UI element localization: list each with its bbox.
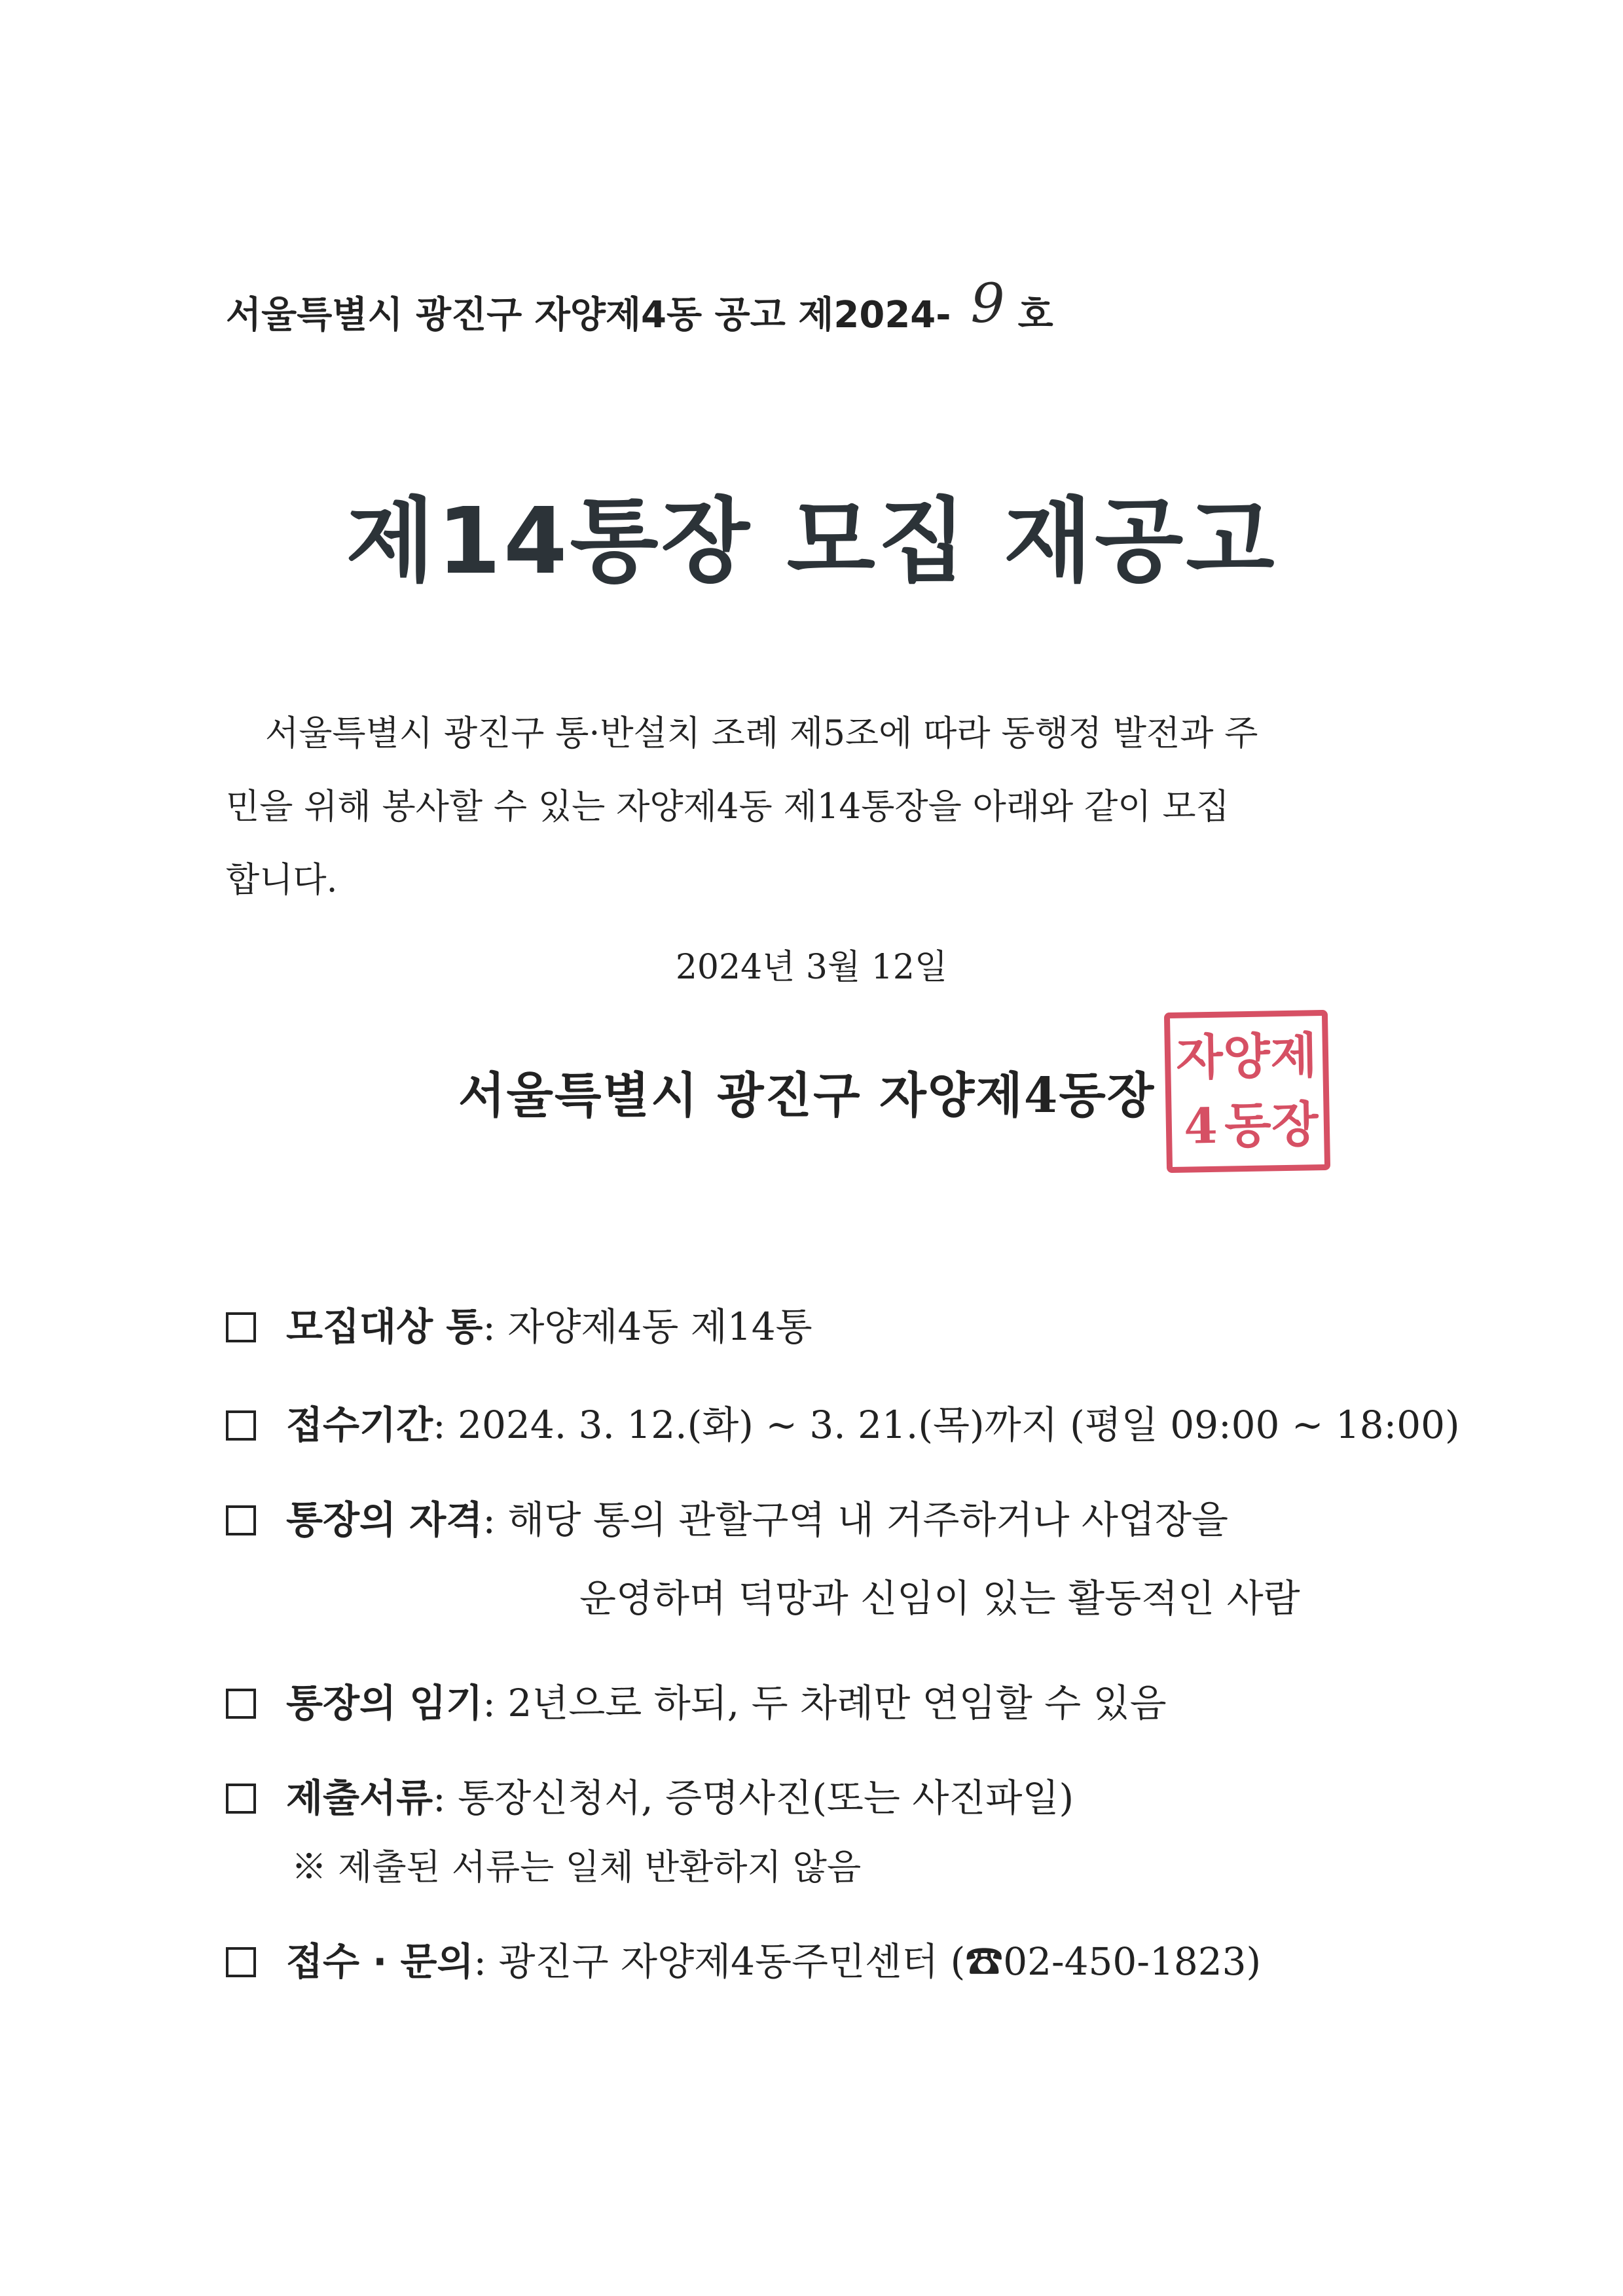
item-label: 통장의 자격 bbox=[286, 1498, 483, 1542]
issuer-name: 서울특별시 광진구 자양제4동장 bbox=[458, 1067, 1156, 1124]
checkbox-square bbox=[226, 1689, 256, 1719]
item-documents: 제출서류: 통장신청서, 증명사진(또는 사진파일) bbox=[226, 1767, 1074, 1822]
notice-number bbox=[226, 273, 1053, 340]
checkbox-square bbox=[226, 1784, 256, 1814]
document-title: 제14통장 모집 재공고 bbox=[346, 488, 1277, 595]
issue-date: 2024년 3월 12일 bbox=[675, 948, 948, 987]
checkbox-square bbox=[226, 1947, 256, 1977]
item-label: 통장의 임기 bbox=[286, 1681, 483, 1725]
body-line-1: 서울특별시 광진구 통·반설치 조례 제5조에 따라 동행정 발전과 주 bbox=[265, 713, 1258, 753]
item-label: 접수 · 문의 bbox=[286, 1939, 474, 1984]
seal-char: 장 bbox=[1271, 1096, 1319, 1154]
item-contact: 접수 · 문의: 광진구 자양제4동주민센터 (☎02-450-1823) bbox=[226, 1931, 1261, 1986]
notice-number-suffix: 호 bbox=[1017, 294, 1053, 336]
body-line-3: 합니다. bbox=[226, 860, 338, 900]
handwritten-number: 9 bbox=[970, 273, 1005, 335]
item-target: 모집대상 통: 자양제4동 제14통 bbox=[226, 1296, 812, 1351]
item-label: 접수기간 bbox=[286, 1403, 433, 1447]
item-qualification: 통장의 자격: 해당 통의 관할구역 내 거주하거나 사업장을 bbox=[226, 1489, 1228, 1544]
checkbox-square bbox=[226, 1312, 256, 1342]
item-label: 제출서류 bbox=[286, 1776, 433, 1820]
body-paragraph bbox=[226, 697, 1398, 917]
checkbox-square bbox=[226, 1505, 256, 1535]
seal-char: 동 bbox=[1224, 1097, 1272, 1155]
item-value: 통장신청서, 증명사진(또는 사진파일) bbox=[458, 1776, 1074, 1820]
item-value: 광진구 자양제4동주민센터 (☎02-450-1823) bbox=[498, 1939, 1262, 1984]
item-value: 2년으로 하되, 두 차례만 연임할 수 있음 bbox=[507, 1681, 1167, 1725]
seal-char: 자 bbox=[1175, 1029, 1224, 1086]
item-value: 해당 통의 관할구역 내 거주하거나 사업장을 bbox=[507, 1498, 1229, 1542]
checkbox-square bbox=[226, 1410, 256, 1441]
item-qualification-continued: 운영하며 덕망과 신임이 있는 활동적인 사람 bbox=[579, 1576, 1300, 1621]
item-period: 접수기간: 2024. 3. 12.(화) ~ 3. 21.(목)까지 (평일 09:00 ~ 18:00) bbox=[226, 1394, 1460, 1449]
body-line-2: 민을 위해 봉사할 수 있는 자양제4동 제14통장을 아래와 같이 모집 bbox=[226, 787, 1230, 827]
item-value: 자양제4동 제14통 bbox=[507, 1304, 812, 1349]
seal-char: 양 bbox=[1222, 1028, 1271, 1086]
seal-char: 4 bbox=[1183, 1098, 1218, 1155]
notice-number-prefix: 서울특별시 광진구 자양제4동 공고 제2024- bbox=[226, 294, 951, 336]
item-label: 모집대상 통 bbox=[286, 1304, 483, 1349]
seal-char: 제 bbox=[1269, 1027, 1318, 1085]
item-term: 통장의 임기: 2년으로 하되, 두 차례만 연임할 수 있음 bbox=[226, 1672, 1167, 1727]
official-seal bbox=[1164, 1010, 1330, 1173]
item-value: 2024. 3. 12.(화) ~ 3. 21.(목)까지 (평일 09:00 ~ 18:00) bbox=[458, 1403, 1460, 1447]
documents-note: ※ 제출된 서류는 일체 반환하지 않음 bbox=[291, 1846, 862, 1888]
